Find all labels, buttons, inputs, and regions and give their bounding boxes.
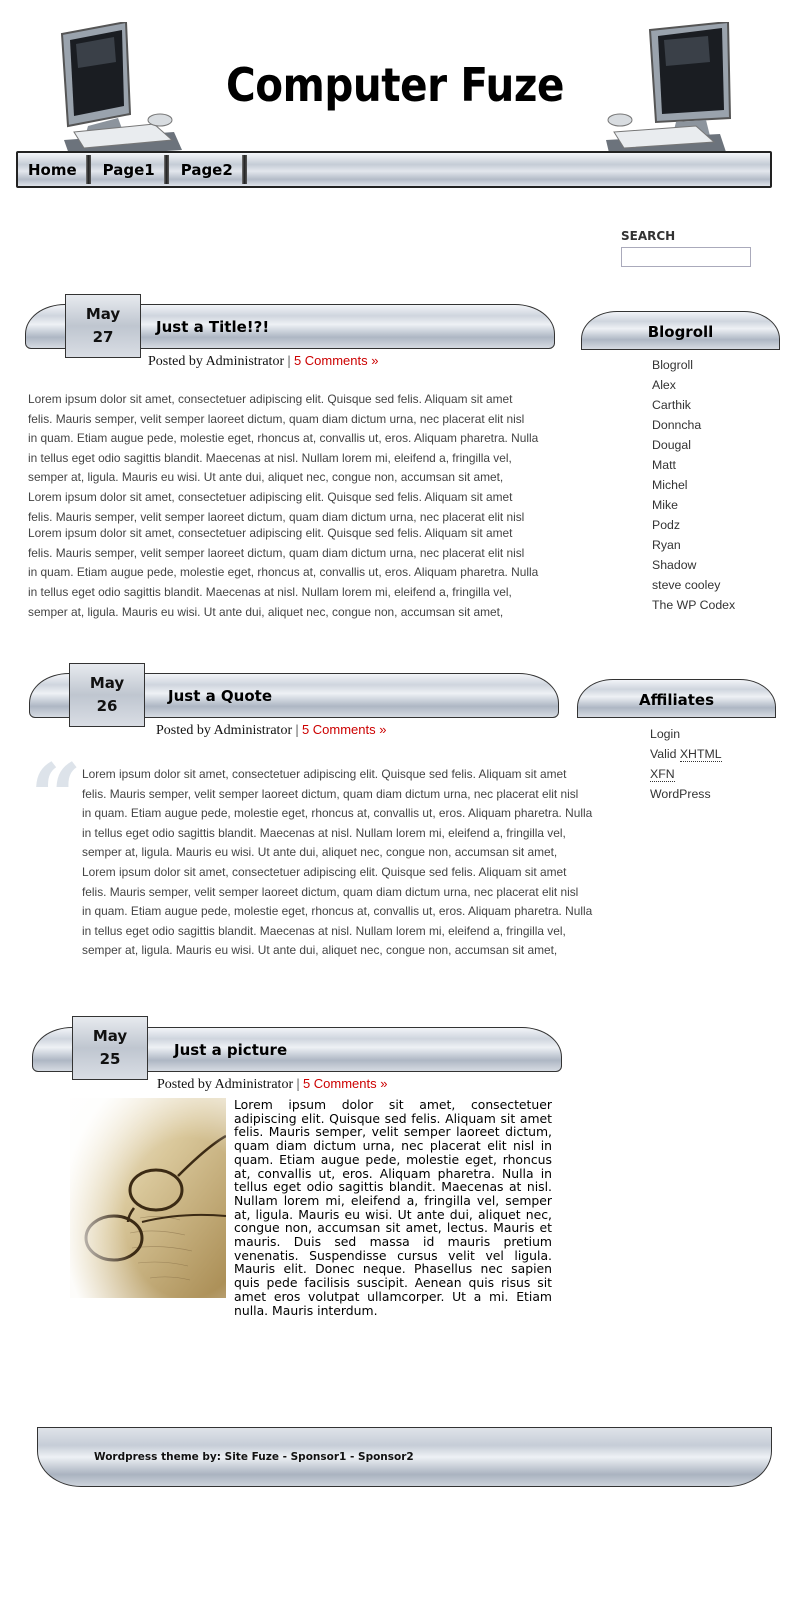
post-date-day: 27	[92, 328, 114, 346]
comments-link[interactable]: 5 Comments »	[293, 353, 379, 368]
blogroll-link[interactable]: Dougal	[652, 438, 691, 452]
list-item	[652, 575, 735, 595]
list-item	[652, 355, 735, 375]
post-byline	[156, 722, 386, 739]
post-line: in quam. Etiam augue pede, molestie eget, rhoncus at, convallis ut, eros. Aliquam pharetra. Nulla	[28, 565, 539, 580]
list-item	[652, 475, 735, 495]
comments-link[interactable]: 5 Comments »	[301, 722, 387, 737]
list-item	[652, 535, 735, 555]
post-line: Lorem ipsum dolor sit amet, consectetuer adipiscing elit. Quisque sed felis. Aliquam sit amet	[28, 392, 513, 406]
post-line: in quam. Etiam augue pede, molestie eget, rhoncus at, convallis ut, eros. Aliquam pharetra. Nulla	[82, 904, 593, 919]
blogroll-link[interactable]: Matt	[652, 458, 676, 472]
valid-xhtml-link[interactable]	[650, 747, 722, 762]
post-date-month: May	[92, 1027, 128, 1045]
valid-label: Valid	[650, 747, 677, 761]
quote-mark-icon: “	[30, 744, 82, 850]
xhtml-abbr: XHTML	[679, 747, 722, 761]
byline-separator: |	[296, 1077, 300, 1092]
post-date-month: May	[89, 674, 125, 692]
post-date-month: May	[85, 305, 121, 323]
footer-credits[interactable]: Wordpress theme by: Site Fuze - Sponsor1 - Sponsor2	[94, 1451, 414, 1463]
list-item	[650, 724, 722, 744]
blogroll-heading: Blogroll	[581, 311, 780, 350]
list-item	[652, 455, 735, 475]
blogroll-link[interactable]: Alex	[652, 378, 676, 392]
list-item	[652, 375, 735, 395]
post-line: felis. Mauris semper, velit semper laoreet dictum, quam diam dictum urna, nec placerat elit nisl	[82, 786, 579, 801]
login-link[interactable]: Login	[650, 727, 681, 741]
post-line: semper at, ligula. Mauris eu wisi. Ut ante dui, aliquet nec, congue non, accumsan sit amet,	[28, 604, 504, 619]
post-author: Posted by Administrator	[156, 723, 293, 738]
post-title[interactable]: Just a Title!?!	[156, 318, 270, 336]
post-line: semper at, ligula. Mauris eu wisi. Ut ante dui, aliquet nec, congue non, accumsan sit amet,	[28, 470, 504, 485]
byline-separator: |	[295, 723, 299, 738]
search-label: SEARCH	[621, 229, 676, 243]
post-body	[82, 765, 592, 961]
list-item	[652, 595, 735, 615]
list-item	[652, 515, 735, 535]
post-line: in quam. Etiam augue pede, molestie eget, rhoncus at, convallis ut, eros. Aliquam pharetra. Nulla	[82, 806, 593, 821]
nav-page2[interactable]: Page2	[171, 153, 243, 186]
affiliates-heading: Affiliates	[577, 679, 776, 718]
blogroll-link[interactable]: Michel	[652, 478, 688, 492]
post-date	[69, 663, 145, 727]
blogroll-link[interactable]: Blogroll	[652, 358, 694, 372]
comments-link[interactable]: 5 Comments »	[302, 1076, 388, 1091]
post-line: felis. Mauris semper, velit semper laoreet dictum, quam diam dictum urna, nec placerat elit nisl	[28, 509, 525, 524]
post-date-day: 25	[99, 1050, 121, 1068]
post-line: Lorem ipsum dolor sit amet, consectetuer adipiscing elit. Quisque sed felis. Aliquam sit amet	[82, 767, 567, 781]
list-item	[650, 764, 722, 784]
post-date	[72, 1016, 148, 1080]
blogroll-link[interactable]: Podz	[652, 518, 681, 532]
blogroll-link[interactable]: steve cooley	[652, 578, 721, 592]
post-date	[65, 294, 141, 358]
list-item	[652, 415, 735, 435]
main-navigation	[16, 151, 772, 188]
post-byline	[148, 353, 378, 370]
post-date-day: 26	[96, 697, 118, 715]
post-line: felis. Mauris semper, velit semper laoreet dictum, quam diam dictum urna, nec placerat elit nisl	[82, 884, 579, 899]
nav-page1[interactable]: Page1	[93, 153, 165, 186]
post-byline	[157, 1076, 387, 1093]
post-line: in tellus eget odio sagittis blandit. Maecenas at nisl. Nullam lorem mi, eleifend a, fringilla vel,	[28, 584, 512, 599]
blogroll-link[interactable]: Shadow	[652, 558, 697, 572]
post-author: Posted by Administrator	[157, 1077, 294, 1092]
post-author: Posted by Administrator	[148, 354, 285, 369]
post-line: Lorem ipsum dolor sit amet, consectetuer adipiscing elit. Quisque sed felis. Aliquam sit amet	[28, 526, 513, 541]
list-item	[650, 784, 722, 804]
blogroll-link[interactable]: Donncha	[652, 418, 702, 432]
post-body	[28, 390, 538, 622]
post-line: felis. Mauris semper, velit semper laoreet dictum, quam diam dictum urna, nec placerat elit nisl	[28, 545, 525, 560]
blogroll-link[interactable]: Carthik	[652, 398, 691, 412]
post-line: in tellus eget odio sagittis blandit. Maecenas at nisl. Nullam lorem mi, eleifend a, fringilla vel,	[82, 923, 566, 938]
list-item	[652, 435, 735, 455]
post-body: Lorem ipsum dolor sit amet, consectetuer adipiscing elit. Quisque sed felis. Aliquam sit amet felis. Mauris semper, velit semper laoreet dictum, quam diam dictum urna, nec placerat elit nisl in quam. Etiam augue pede, molestie eget, rhoncus at, convallis ut, eros. Aliquam pharetra. Nulla in tellus eget odio sagittis blandit. Maecenas at nisl. Nullam lorem mi, eleifend a, fringilla vel, semper at, ligula. Mauris eu wisi. Ut ante dui, aliquet nec, congue non, accumsan sit amet, lectus. Mauris et mauris. Duis sed massa id mauris pretium venenatis. Suspendisse cursus velit vel ligula. Mauris elit. Donec neque. Phasellus nec sapien quis pede facilisis suscipit. Aenean quis risus sit amet eros volutpat ullamcorper. Ut a mi. Etiam nulla. Mauris interdum.	[234, 1097, 552, 1318]
blogroll-link[interactable]: The WP Codex	[652, 598, 736, 612]
blogroll-link[interactable]: Ryan	[652, 538, 681, 552]
list-item	[652, 495, 735, 515]
post-line: Lorem ipsum dolor sit amet, consectetuer adipiscing elit. Quisque sed felis. Aliquam sit amet	[82, 864, 567, 879]
post-line: in tellus eget odio sagittis blandit. Maecenas at nisl. Nullam lorem mi, eleifend a, fringilla vel,	[82, 825, 566, 840]
post-title[interactable]: Just a picture	[174, 1041, 288, 1059]
post-line: Lorem ipsum dolor sit amet, consectetuer adipiscing elit. Quisque sed felis. Aliquam sit amet	[28, 489, 513, 504]
post-line: in tellus eget odio sagittis blandit. Maecenas at nisl. Nullam lorem mi, eleifend a, fringilla vel,	[28, 450, 512, 465]
post-line: semper at, ligula. Mauris eu wisi. Ut ante dui, aliquet nec, congue non, accumsan sit amet,	[82, 943, 558, 958]
post-title[interactable]: Just a Quote	[168, 687, 273, 705]
glasses-photo	[70, 1098, 226, 1298]
blogroll-list	[652, 355, 735, 615]
wordpress-link[interactable]: WordPress	[650, 787, 711, 801]
post-line: in quam. Etiam augue pede, molestie eget, rhoncus at, convallis ut, eros. Aliquam pharetra. Nulla	[28, 431, 539, 446]
xfn-link[interactable]: XFN	[650, 767, 675, 781]
list-item	[650, 744, 722, 764]
nav-home[interactable]: Home	[18, 153, 87, 186]
search-input[interactable]	[621, 247, 751, 267]
blogroll-link[interactable]: Mike	[652, 498, 678, 512]
post-line: felis. Mauris semper, velit semper laoreet dictum, quam diam dictum urna, nec placerat elit nisl	[28, 411, 525, 426]
byline-separator: |	[287, 354, 291, 369]
footer	[37, 1427, 772, 1487]
list-item	[652, 395, 735, 415]
post-line: semper at, ligula. Mauris eu wisi. Ut ante dui, aliquet nec, congue non, accumsan sit amet,	[82, 845, 558, 860]
list-item	[652, 555, 735, 575]
affiliates-list	[650, 724, 722, 804]
site-title[interactable]: Computer Fuze	[225, 58, 565, 112]
